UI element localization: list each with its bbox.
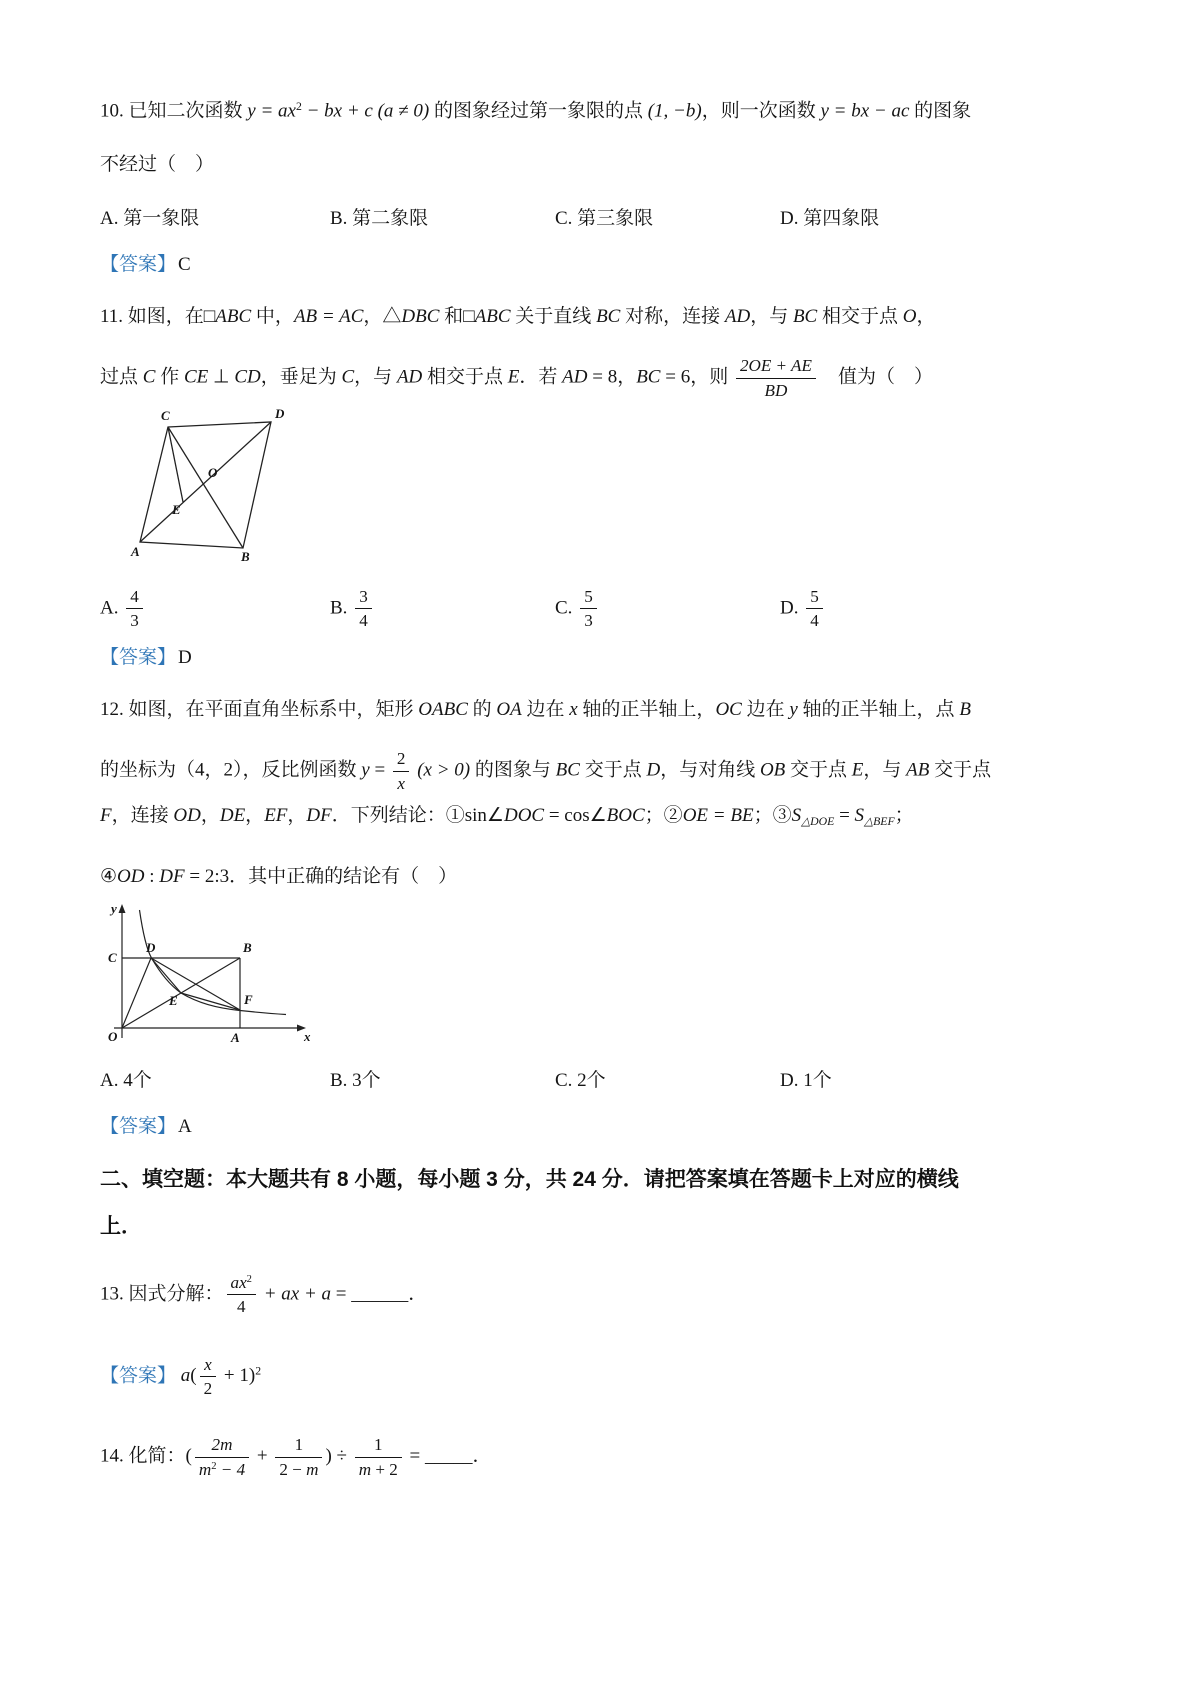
q11-figure-label-c: C <box>161 407 170 423</box>
q11-figure-lines <box>140 422 271 548</box>
q12-stem-line-2: 的坐标为（4，2），反比例函数 y = $\frac{2}{x}$ (x > 0) 的图象与 BC 交于点 D，与对角线 OB 交于点 E，与 AB 交于点 <box>100 749 992 793</box>
q12-option-a: A. 4个 <box>100 1069 152 1091</box>
q11-option-b: B. $\frac{3}{4}$ <box>330 587 555 631</box>
q10-option-c: C. 第三象限 <box>555 208 654 230</box>
q10-option-a: A. 第一象限 <box>100 208 200 230</box>
q11-options <box>100 587 1105 631</box>
q12-figure-wrap <box>102 900 1105 1056</box>
q12-figure-label-b: B <box>243 939 252 955</box>
q10-answer-value: C <box>178 254 191 276</box>
q12-options <box>100 1066 1105 1096</box>
q11-figure <box>128 407 338 567</box>
q11-figure-wrap <box>128 407 1105 573</box>
q13-stem: 13. 因式分解： $\frac{ax^2}{4}$ + ax + a = ______． <box>100 1272 428 1317</box>
q11-option-d: D. $\frac{5}{4}$ <box>780 587 1105 631</box>
q12-stem-line-4: ④OD : DF = 2:3．其中正确的结论有（ ） <box>100 865 458 887</box>
q12-figure-label-e: E <box>169 992 178 1008</box>
q10-options <box>100 204 1105 234</box>
q11-stem-line-2: 过点 C 作 CE ⊥ CD，垂足为 C，与 AD 相交于点 E．若 AD = 8，BC = 6，则 $\frac{2OE + AE}{BD}$ 值为（ ） <box>100 356 933 401</box>
q12-answer <box>100 1112 1105 1142</box>
q12-figure-lines <box>114 910 300 1038</box>
q12-figure-label-f: F <box>244 991 253 1007</box>
q10-stem-line-2: 不经过（ ） <box>100 154 215 176</box>
q11-stem-line-1: 11. 如图，在□ABC 中，AB = AC，△DBC 和□ABC 关于直线 BC 对称，连接 AD，与 BC 相交于点 O， <box>100 306 936 328</box>
q12-figure <box>102 900 317 1050</box>
q12-option-b: B. 3个 <box>330 1069 381 1091</box>
q10-option-b: B. 第二象限 <box>330 208 429 230</box>
q11-answer <box>100 643 1105 673</box>
q12-figure-label-o: O <box>108 1028 118 1044</box>
q12-figure-label-d: D <box>146 939 156 955</box>
section2-title-line-2: 上． <box>100 1214 142 1238</box>
q12-figure-label-x-axis: x <box>304 1028 311 1044</box>
q12-figure-label-a: A <box>231 1029 240 1045</box>
q13-answer-value: a( $\frac{x}{2}$ + 1)$^2$ <box>180 1354 262 1399</box>
q13-answer <box>100 1355 1105 1399</box>
q11-figure-label-b: B <box>241 548 250 564</box>
q11-figure-label-a: A <box>131 543 140 559</box>
q11-option-a: A. $\frac{4}{3}$ <box>100 587 330 631</box>
q12-stem-line-3: F，连接 OD，DE，EF，DF．下列结论：①sin∠DOC = cos∠BOC；②OE = BE；$③S_{\triangle DOE} = S_{\triangle BEF}$； <box>100 805 914 829</box>
q10-answer <box>100 250 1105 280</box>
q12-option-c: C. 2个 <box>555 1069 606 1091</box>
q14-stem: 14. 化简：( $\frac{2m}{m^2 - 4}$ + $\frac{1}{2 - m}$ ) ÷ $\frac{1}{m + 2}$ = _____． <box>100 1435 492 1479</box>
answer-label: 【答案】 <box>100 1365 177 1387</box>
q11-answer-value: D <box>178 647 192 669</box>
q11-figure-label-d: D <box>275 406 285 421</box>
section2-title-line-1: 二、填空题：本大题共有 8 小题，每小题 3 分，共 24 分．请把答案填在答题卡上对应的横线 <box>100 1167 959 1191</box>
q12-figure-label-c: C <box>108 949 117 965</box>
q12-option-d: D. 1个 <box>780 1069 832 1091</box>
answer-label: 【答案】 <box>100 647 177 669</box>
answer-label: 【答案】 <box>100 254 177 276</box>
q11-figure-label-o: O <box>208 464 218 480</box>
q11-option-c: C. $\frac{5}{3}$ <box>555 587 780 631</box>
q10-option-d: D. 第四象限 <box>780 208 880 230</box>
answer-label: 【答案】 <box>100 1115 177 1137</box>
q12-stem-line-1: 12. 如图，在平面直角坐标系中，矩形 OABC 的 OA 边在 x 轴的正半轴上，OC 边在 y 轴的正半轴上，点 B <box>100 699 971 721</box>
q11-figure-label-e: E <box>172 501 181 517</box>
q10-stem-line-1: 10. 已知二次函数 $y = ax^2$ − bx + c (a ≠ 0) 的图象经过第一象限的点 (1, −b)，则一次函数 y = bx − ac 的图象 <box>100 100 972 122</box>
q12-answer-value: A <box>178 1115 192 1137</box>
q12-figure-label-y-axis: y <box>111 900 117 916</box>
